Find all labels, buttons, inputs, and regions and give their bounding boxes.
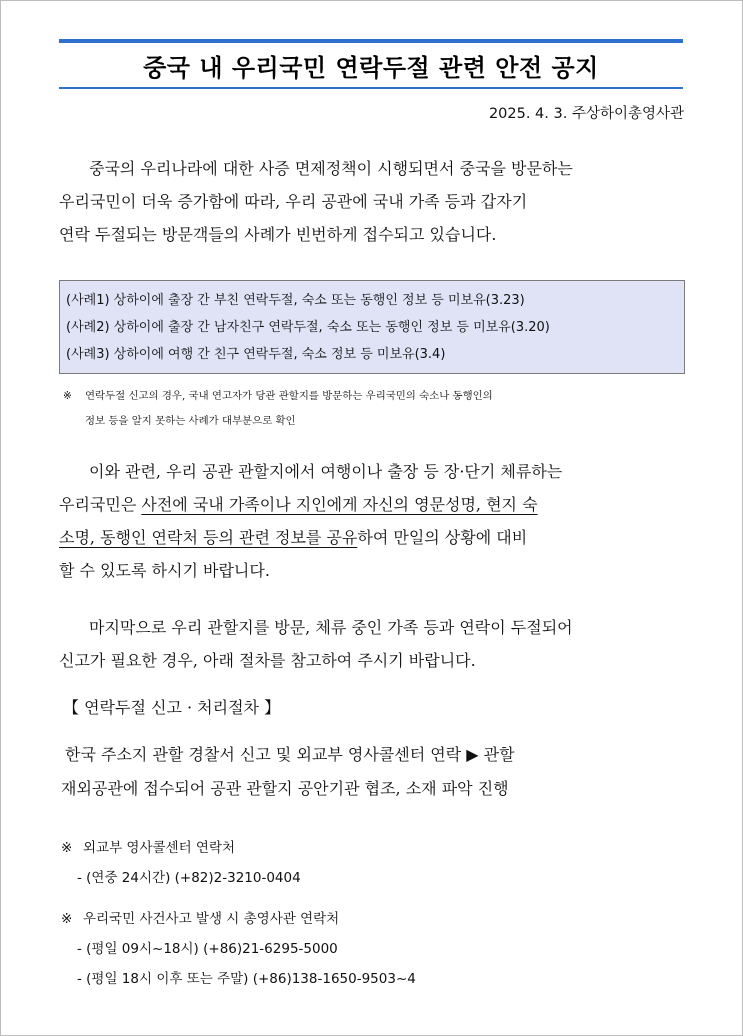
advice-text: 이와 관련, 우리 공관 관할지에서 여행이나 출장 등 장·단기 체류하는 [89, 462, 563, 481]
contact-title-text: 외교부 영사콜센터 연락처 [83, 840, 236, 856]
closing-paragraph [59, 611, 685, 677]
contact-phone: - (평일 09시~18시) (+86)21-6295-5000 [77, 941, 338, 957]
intro-line-text: 중국의 우리나라에 대한 사증 면제정책이 시행되면서 중국을 방문하는 [89, 159, 573, 178]
closing-line: 신고가 필요한 경우, 아래 절차를 참고하여 주시기 바랍니다. [59, 651, 476, 670]
mofa-contacts [61, 833, 687, 893]
note-line: 정보 등을 알지 못하는 사례가 대부분으로 확인 [85, 415, 296, 427]
advice-line [59, 455, 685, 488]
reference-mark: ※ [63, 390, 72, 402]
advice-text: 하여 만일의 상황에 대비 [357, 528, 528, 547]
case-note [63, 384, 685, 434]
advice-paragraph [59, 455, 685, 587]
procedure-flow [61, 738, 687, 806]
advice-line [59, 488, 685, 521]
contact-phone: - (연중 24시간) (+82)2-3210-0404 [77, 870, 301, 886]
procedure-heading: 【 연락두절 신고 · 처리절차 】 [63, 698, 281, 717]
dateline: 2025. 4. 3. 주상하이총영사관 [488, 106, 684, 122]
advice-line [59, 521, 685, 554]
page-title: 중국 내 우리국민 연락두절 관련 안전 공지 [143, 53, 599, 82]
title-banner [59, 39, 683, 89]
procedure-line: 재외공관에 접수되어 공관 관할지 공안기관 협조, 소재 파악 진행 [61, 779, 509, 798]
contact-title-text: 우리국민 사건사고 발생 시 총영사관 연락처 [83, 911, 340, 927]
advice-emphasis: 사전에 국내 가족이나 지인에게 자신의 영문성명, 현지 숙 [141, 495, 538, 514]
advice-line: 할 수 있도록 하시기 바랍니다. [59, 561, 270, 580]
contact-title [61, 833, 687, 863]
procedure-line: 한국 주소지 관할 경찰서 신고 및 외교부 영사콜센터 연락 ▶ 관할 [65, 745, 515, 764]
case-item: (사례3) 상하이에 여행 간 친구 연락두절, 숙소 정보 등 미보유(3.4) [66, 347, 446, 362]
case-item: (사례2) 상하이에 출장 간 남자친구 연락두절, 숙소 또는 동행인 정보 등 미보유(3.20) [66, 320, 550, 335]
intro-line: 연락 두절되는 방문객들의 사례가 빈번하게 접수되고 있습니다. [59, 225, 497, 244]
advice-emphasis: 소명, 동행인 연락처 등의 관련 정보를 공유 [59, 528, 358, 547]
reference-mark: ※ [61, 840, 73, 856]
intro-line: 우리국민이 더욱 증가함에 따라, 우리 공관에 국내 가족 등과 갑자기 [59, 192, 528, 211]
case-examples-box [59, 280, 685, 374]
intro-paragraph [59, 152, 685, 251]
contact-title [61, 904, 687, 934]
closing-line [59, 611, 685, 644]
case-item: (사례1) 상하이에 출장 간 부친 연락두절, 숙소 또는 동행인 정보 등 미보유(3.23) [66, 293, 525, 308]
note-line [63, 384, 685, 409]
note-text: 연락두절 신고의 경우, 국내 연고자가 당관 관할지를 방문하는 우리국민의 숙소나 동행인의 [85, 390, 493, 402]
closing-text: 마지막으로 우리 관할지를 방문, 체류 중인 가족 등과 연락이 두절되어 [89, 618, 573, 637]
intro-line [59, 152, 685, 185]
advice-text: 우리국민은 [59, 495, 142, 514]
contact-phone: - (평일 18시 이후 또는 주말) (+86)138-1650-9503~4 [77, 971, 416, 987]
reference-mark: ※ [61, 911, 73, 927]
consulate-contacts [61, 904, 687, 994]
